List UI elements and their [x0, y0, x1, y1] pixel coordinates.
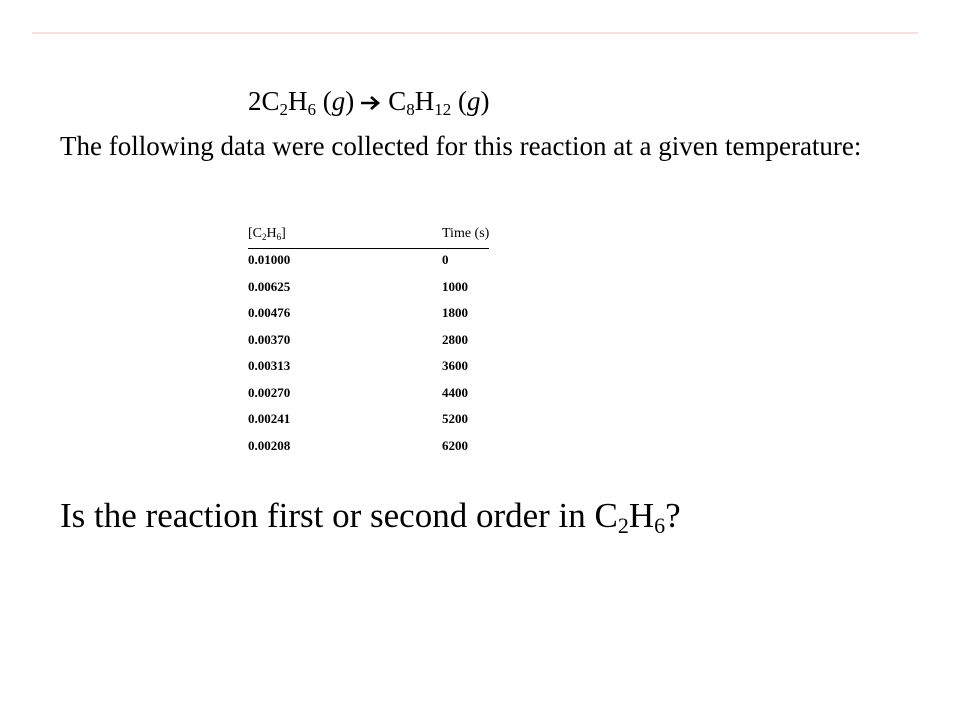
time-cell: 6200	[442, 437, 468, 453]
concentration-header: $[C_2H_6]$	[248, 226, 442, 249]
concentration-cell: 0.00313	[248, 358, 291, 373]
time-cell: 4400	[442, 384, 468, 400]
question-text: Is the reaction first or second order in $C_2H_6$?	[60, 496, 681, 538]
time-cell: 1000	[442, 278, 468, 294]
time-header: Time (s)	[442, 226, 489, 249]
concentration-cell: 0.00476	[248, 305, 291, 320]
right-arrow-icon	[354, 86, 388, 116]
reactant-phase: g	[331, 86, 346, 116]
reaction-equation: $2C_2H_6$ (g) $C_8H_{12}$ (g)	[248, 86, 490, 119]
time-cell: 0	[442, 252, 449, 267]
table-row	[248, 355, 489, 382]
intro-text: The following data were collected for this reaction at a given temperature:	[60, 131, 862, 161]
reactant-carbon: C	[261, 86, 280, 116]
table-row	[248, 382, 489, 409]
concentration-cell: 0.00270	[248, 384, 291, 400]
table-row	[248, 408, 489, 435]
table-row	[248, 276, 489, 303]
product-hydrogen: H	[414, 86, 435, 116]
concentration-cell: 0.00208	[248, 437, 291, 453]
time-cell: 5200	[442, 411, 468, 426]
product-carbon: C	[388, 86, 407, 116]
reactant-hydrogen: H	[288, 86, 308, 116]
concentration-cell: 0.00625	[248, 278, 291, 294]
concentration-time-table	[248, 226, 489, 461]
table-header-row	[248, 226, 489, 249]
table-row	[248, 329, 489, 356]
table-row	[248, 249, 489, 276]
time-cell: 3600	[442, 358, 468, 373]
time-cell: 2800	[442, 331, 468, 347]
concentration-cell: 0.00370	[248, 331, 291, 347]
equation-coefficient: 2	[248, 86, 262, 116]
concentration-cell: 0.01000	[248, 252, 291, 267]
time-cell: 1800	[442, 305, 468, 320]
reactant-carbon-subscript: 2	[279, 100, 289, 119]
product-phase: g	[467, 86, 481, 116]
reactant-hydrogen-subscript: 6	[307, 100, 317, 119]
table-row	[248, 302, 489, 329]
table-row	[248, 435, 489, 462]
product-carbon-subscript: 8	[406, 100, 415, 119]
top-divider	[32, 32, 918, 34]
concentration-cell: 0.00241	[248, 411, 291, 426]
product-hydrogen-subscript: 12	[434, 100, 452, 119]
